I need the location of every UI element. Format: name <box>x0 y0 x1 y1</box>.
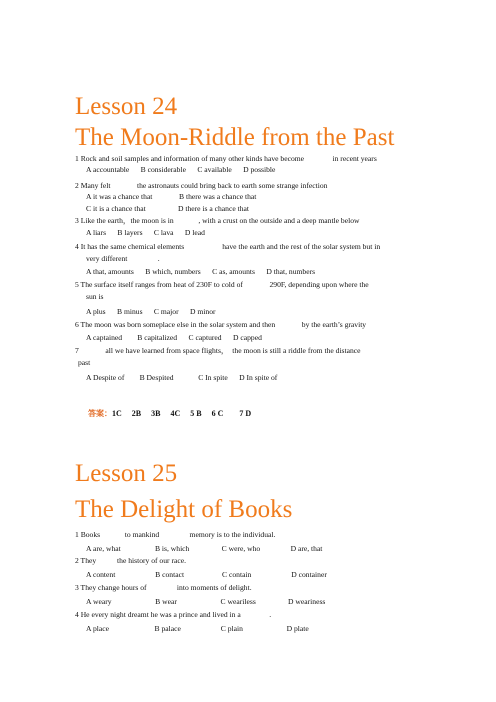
question-1: 1 Books to mankind memory is to the individual. <box>75 530 276 539</box>
lesson-24-title: The Moon-Riddle from the Past <box>75 124 395 151</box>
question-3-options: A liars B layers C lava D lead <box>86 228 205 237</box>
question-4: 4 It has the same chemical elements have the earth and the rest of the solar system but in <box>75 242 381 251</box>
question-2-options-cd: C it is a chance that D there is a chance that <box>86 204 249 213</box>
question-7-options: A Despite of B Despited C In spite D In spite of <box>86 373 278 382</box>
question-2: 2 They the history of our race. <box>75 556 186 565</box>
answer-key-label: 答案： <box>88 409 112 418</box>
question-6: 6 The moon was born someplace else in the solar system and then by the earth’s gravity <box>75 320 367 329</box>
question-3: 3 They change hours of into moments of delight. <box>75 583 252 592</box>
question-4-options: A place B palace C plain D plate <box>86 624 309 633</box>
question-4-options: A that, amounts B which, numbers C as, amounts D that, numbers <box>86 267 316 276</box>
question-4-continued: very different . <box>86 254 160 263</box>
lesson-25-heading: Lesson 25 <box>75 460 178 487</box>
question-2-options-ab: A it was a chance that B there was a chance that <box>86 192 257 201</box>
question-5-options: A plus B minus C major D minor <box>86 307 216 316</box>
question-1-options: A accountable B considerable C available D possible <box>86 165 276 174</box>
question-5: 5 The surface itself ranges from heat of 230F to cold of 290F, depending upon where the <box>75 280 369 289</box>
question-2-options: A content B contact C contain D container <box>86 570 327 579</box>
question-5-continued: sun is <box>86 292 104 301</box>
question-7-continued: past <box>78 358 91 367</box>
question-6-options: A captained B capitalized C captured D capped <box>86 333 262 342</box>
lesson-24-heading: Lesson 24 <box>75 93 178 120</box>
lesson-25-title: The Delight of Books <box>75 496 293 523</box>
question-4: 4 He every night dreamt he was a prince and lived in a . <box>75 610 272 619</box>
question-7: 7 all we have learned from space flights， the moon is still a riddle from the distance <box>75 346 361 355</box>
answer-key-values: 1C 2B 3B 4C 5 B 6 C 7 D <box>112 409 252 418</box>
answer-key <box>80 399 251 429</box>
question-1-options: A are, what B is, which C were, who D are, that <box>86 544 323 553</box>
question-2: 2 Many felt the astronauts could bring back to earth some strange infection <box>75 181 328 190</box>
question-3: 3 Like the earth，the moon is in , with a crust on the outside and a deep mantle below <box>75 216 360 225</box>
question-3-options: A weary B wear C weariless D weariness <box>86 597 326 606</box>
question-1: 1 Rock and soil samples and information of many other kinds have become in recent years <box>75 154 377 163</box>
